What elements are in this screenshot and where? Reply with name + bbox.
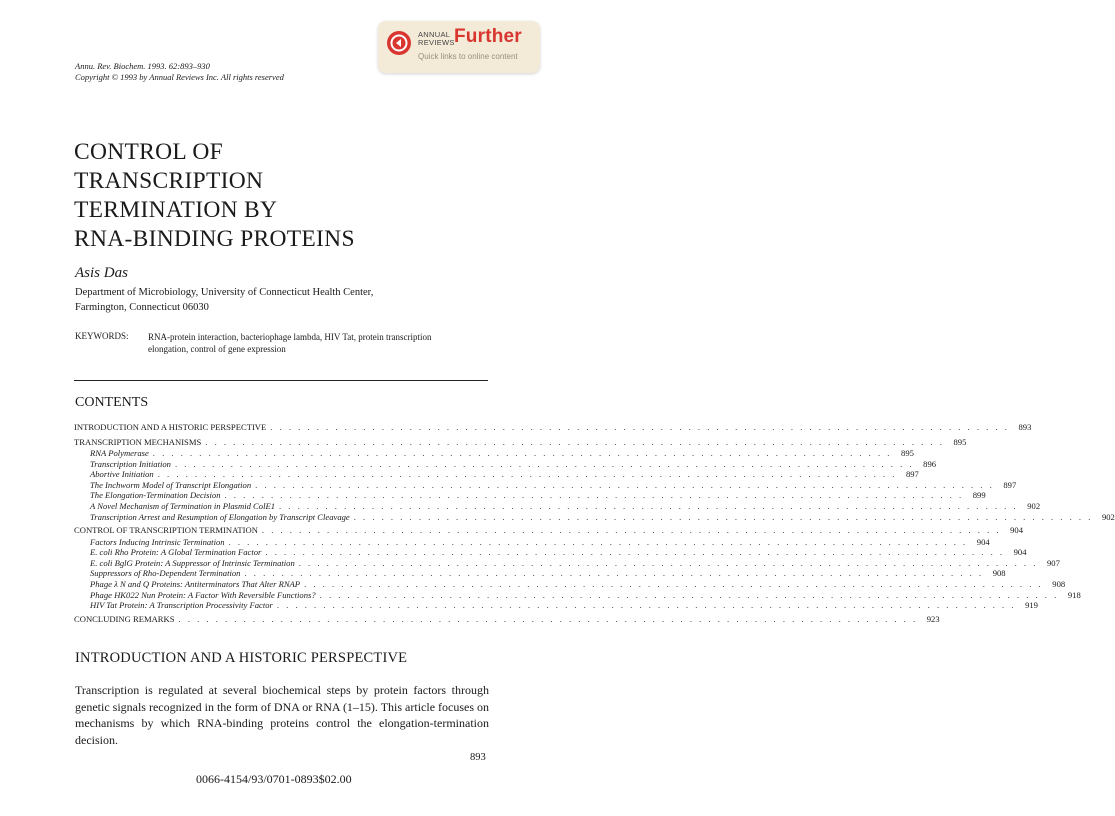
toc-entry [74,458,937,470]
toc-leader-dots: . . . . . . . . . . . . . . . . . . . . . . . . . . . . . . . . . . . . . . . . . . . . . . . . . . . . . . . . . . . . . . . . . . . . . . . . . . . . . . . . [174,458,915,469]
toc-entry-page: 919 [1025,600,1038,611]
toc-entry [74,524,1024,537]
toc-entry-title: Transcription Initiation [90,458,171,469]
toc-leader-dots: . . . . . . . . . . . . . . . . . . . . . . . . . . . . . . . . . . . . . . . . . . . . . . . . . . . . . . . . . . . . . . . . . . . . . . . . . . . . . . . . [244,568,984,579]
toc-entry-title: TRANSCRIPTION MECHANISMS [74,436,202,447]
article-title [74,138,355,254]
toc-entry-title: E. coli BglG Protein: A Suppressor of Intrinsic Termination [90,557,295,568]
toc-entry-page: 918 [1067,589,1081,600]
toc-entry-page: 896 [923,458,937,469]
toc-entry [74,613,940,626]
toc-leader-dots: . . . . . . . . . . . . . . . . . . . . . . . . . . . . . . . . . . . . . . . . . . . . . . . . . . . . . . . . . . . . . . . . . . . . . . . . . . . . . . . . [157,469,897,480]
toc-leader-dots: . . . . . . . . . . . . . . . . . . . . . . . . . . . . . . . . . . . . . . . . . . . . . . . . . . . . . . . . . . . . . . . . . . . . . . . . . . . . . . . . [298,557,1038,568]
toc-entry-page: 893 [1018,422,1032,432]
toc-entry-title: HIV Tat Protein: A Transcription Processivity Factor [90,600,273,611]
toc-entry-page: 907 [1046,557,1060,568]
toc-leader-dots: . . . . . . . . . . . . . . . . . . . . . . . . . . . . . . . . . . . . . . . . . . . . . . . . . . . . . . . . . . . . . . . . . . . . . . . . . . . . . . . . [279,500,1019,511]
toc-entry-page: 904 [1013,547,1027,558]
further-label: Further [454,26,522,47]
toc-entry-page: 895 [953,436,967,447]
annual-label: ANNUAL [418,30,451,39]
toc-entry [74,511,1115,523]
toc-entry-title: Phage λ N and Q Proteins: Antiterminators That Alter RNAP [90,579,301,590]
toc-leader-dots: . . . . . . . . . . . . . . . . . . . . . . . . . . . . . . . . . . . . . . . . . . . . . . . . . . . . . . . . . . . . . . . . . . . . . . . . . . . . . . . . [178,613,918,624]
toc-leader-dots: . . . . . . . . . . . . . . . . . . . . . . . . . . . . . . . . . . . . . . . . . . . . . . . . . . . . . . . . . . . . . . . . . . . . . . . . . . . . . . . . [265,547,1005,558]
toc-leader-dots: . . . . . . . . . . . . . . . . . . . . . . . . . . . . . . . . . . . . . . . . . . . . . . . . . . . . . . . . . . . . . . . . . . . . . . . . . . . . . . . . [228,536,968,547]
contents-heading: CONTENTS [75,395,149,410]
affiliation-line: Department of Microbiology, University of Connecticut Health Center, [75,287,374,298]
annual-reviews-further-badge[interactable] [378,21,540,73]
toc-entry [74,436,967,449]
play-back-icon [387,31,411,55]
toc-entry [74,448,914,459]
title-line: RNA-BINDING PROTEINS [74,226,355,252]
toc-entry-title: Suppressors of Rho-Dependent Termination [90,568,241,579]
body-paragraph: Transcription is regulated at several biochemical steps by protein factors through genetic signals recognized in the form of DNA or RNA (1–15). This article focuses on mechanisms by which RNA-binding proteins control the elongation-termination decision. [75,683,490,747]
page-number: 893 [470,752,486,763]
keywords-label: KEYWORDS: [75,331,129,341]
affiliation-line: Farmington, Connecticut 06030 [75,302,209,313]
toc-leader-dots: . . . . . . . . . . . . . . . . . . . . . . . . . . . . . . . . . . . . . . . . . . . . . . . . . . . . . . . . . . . . . . . . . . . . . . . . . . . . . . . . [319,589,1059,600]
toc-entry [74,479,1017,491]
copyright-line: Copyright © 1993 by Annual Reviews Inc. All rights reserved [75,72,284,82]
toc-leader-dots: . . . . . . . . . . . . . . . . . . . . . . . . . . . . . . . . . . . . . . . . . . . . . . . . . . . . . . . . . . . . . . . . . . . . . . . . . . . . . . . . [152,448,892,458]
title-line: TERMINATION BY [74,197,278,223]
toc-entry [74,579,1066,590]
toc-leader-dots: . . . . . . . . . . . . . . . . . . . . . . . . . . . . . . . . . . . . . . . . . . . . . . . . . . . . . . . . . . . . . . . . . . . . . . . . . . . . . . . . [255,479,995,490]
toc-entry [74,500,1041,512]
title-line: TRANSCRIPTION [74,168,264,194]
table-of-contents [74,421,1115,625]
toc-entry-page: 895 [901,448,914,458]
toc-entry-page: 897 [905,469,919,480]
author-affiliation [75,285,373,315]
toc-entry-page: 904 [1010,525,1024,536]
footer-code: 0066-4154/93/0701-0893$02.00 [196,772,352,786]
toc-entry-title: Transcription Arrest and Resumption of Elongation by Transcript Cleavage [90,511,350,522]
section-heading: INTRODUCTION AND A HISTORIC PERSPECTIVE [75,650,408,666]
toc-leader-dots: . . . . . . . . . . . . . . . . . . . . . . . . . . . . . . . . . . . . . . . . . . . . . . . . . . . . . . . . . . . . . . . . . . . . . . . . . . . . . . . . [276,600,1016,611]
toc-entry-page: 897 [1003,479,1017,490]
toc-entry-title: The Inchworm Model of Transcript Elongation [90,479,252,490]
toc-entry [74,568,1006,579]
toc-entry [74,421,1032,434]
toc-entry-page: 908 [1052,579,1066,590]
toc-entry-title: RNA Polymerase [90,448,149,458]
toc-entry-title: INTRODUCTION AND A HISTORIC PERSPECTIVE [74,422,267,432]
title-line: CONTROL OF [74,139,224,165]
journal-citation [75,61,284,83]
toc-leader-dots: . . . . . . . . . . . . . . . . . . . . . . . . . . . . . . . . . . . . . . . . . . . . . . . . . . . . . . . . . . . . . . . . . . . . . . . . . . . . . . . . [205,436,945,447]
reviews-label: REVIEWS [418,38,455,47]
toc-entry-page: 899 [972,490,986,501]
toc-entry [74,469,919,480]
toc-entry-page: 902 [1101,511,1115,522]
keywords-text: RNA-protein interaction, bacteriophage lambda, HIV Tat, protein transcription elongation, control of gene expression [148,332,432,354]
toc-entry [74,600,1038,611]
toc-entry-page: 902 [1027,500,1041,511]
toc-leader-dots: . . . . . . . . . . . . . . . . . . . . . . . . . . . . . . . . . . . . . . . . . . . . . . . . . . . . . . . . . . . . . . . . . . . . . . . . . . . . . . . . [353,511,1093,522]
toc-entry [74,589,1081,601]
toc-entry [74,547,1027,558]
annual-reviews-wordmark [418,31,455,47]
toc-entry [74,536,990,548]
toc-entry-title: Factors Inducing Intrinsic Termination [90,536,225,547]
toc-leader-dots: . . . . . . . . . . . . . . . . . . . . . . . . . . . . . . . . . . . . . . . . . . . . . . . . . . . . . . . . . . . . . . . . . . . . . . . . . . . . . . . . [224,490,964,501]
toc-entry-title: The Elongation-Termination Decision [90,490,221,501]
section-divider [74,380,488,381]
toc-entry [74,490,986,501]
toc-entry-title: CONTROL OF TRANSCRIPTION TERMINATION [74,525,258,536]
further-tagline: Quick links to online content [418,52,518,61]
toc-entry-title: E. coli Rho Protein: A Global Termination Factor [90,547,262,558]
toc-entry-page: 923 [926,613,940,624]
toc-leader-dots: . . . . . . . . . . . . . . . . . . . . . . . . . . . . . . . . . . . . . . . . . . . . . . . . . . . . . . . . . . . . . . . . . . . . . . . . . . . . . . . . [261,525,1002,536]
citation-line: Annu. Rev. Biochem. 1993. 62:893–930 [75,61,210,71]
author-name: Asis Das [75,265,128,281]
toc-leader-dots: . . . . . . . . . . . . . . . . . . . . . . . . . . . . . . . . . . . . . . . . . . . . . . . . . . . . . . . . . . . . . . . . . . . . . . . . . . . . . . . . [304,579,1044,590]
toc-leader-dots: . . . . . . . . . . . . . . . . . . . . . . . . . . . . . . . . . . . . . . . . . . . . . . . . . . . . . . . . . . . . . . . . . . . . . . . . . . . . . . . . [270,422,1010,432]
toc-entry-title: CONCLUDING REMARKS [74,613,175,624]
toc-entry-page: 908 [992,568,1006,579]
toc-entry [74,557,1060,569]
toc-entry-title: A Novel Mechanism of Termination in Plasmid ColE1 [90,500,275,511]
toc-entry-title: Phage HK022 Nun Protein: A Factor With Reversible Functions? [90,589,316,600]
toc-entry-title: Abortive Initiation [90,469,154,480]
toc-entry-page: 904 [976,536,990,547]
